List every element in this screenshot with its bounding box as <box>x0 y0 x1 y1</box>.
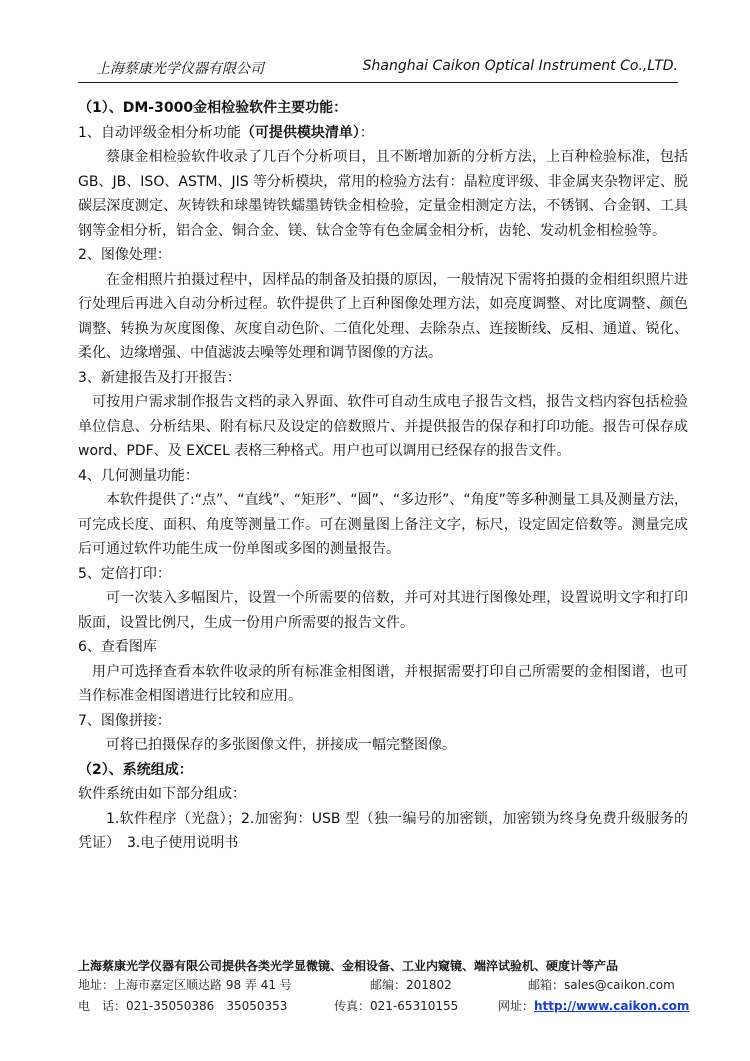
section1-title: （1）、DM-3000金相检验软件主要功能： <box>78 100 348 116</box>
item5-heading: 5、定倍打印： <box>78 565 171 582</box>
footer-contact-row-2 <box>78 997 688 1015</box>
footer-website-link[interactable]: http://www.caikon.com <box>534 999 690 1013</box>
item1-heading <box>78 121 688 146</box>
item1-heading-colon: ： <box>359 124 374 141</box>
item4-body: 本软件提供了:“点”、“直线”、“矩形”、“圆”、“多边形”、“角度”等多种测量工具及测量方法，可完成长度、面积、角度等测量工作。可在测量图上备注文字，标尺，设定固定倍数等。测量完成后可通过软件功能生成一份单图或多图的测量报告。 <box>78 492 688 557</box>
document-body <box>78 96 688 856</box>
footer-website-label: 网址： <box>498 999 535 1013</box>
footer-phone: 电 话：021-35050386 35050353 <box>78 999 288 1013</box>
item3-body: 可按用户需求制作报告文档的录入界面、软件可自动生成电子报告文档，报告文档内容包括检验单位信息、分析结果、附有标尺及设定的倍数照片、并提供报告的保存和打印功能。报告可保存成 word、PDF、及 EXCEL 表格三种格式。用户也可以调用已经保存的报告文件。 <box>78 394 688 459</box>
header-company-cn: 上海蔡康光学仪器有限公司 <box>96 61 264 77</box>
item6-body: 用户可选择查看本软件收录的所有标准金相图谱，并根据需要打印自己所需要的金相图谱，也可当作标准金相图谱进行比较和应用。 <box>78 663 688 704</box>
item3-heading: 3、新建报告及打开报告： <box>78 369 241 386</box>
item5-body: 可一次装入多幅图片，设置一个所需要的倍数，并可对其进行图像处理，设置说明文字和打印版面，设置比例尺，生成一份用户所需要的报告文件。 <box>78 590 688 631</box>
header-divider <box>78 82 678 83</box>
footer-address: 地址：上海市嘉定区顺达路 98 弄 41 号 <box>78 978 292 992</box>
item1-heading-note: （可提供模块清单） <box>240 124 360 141</box>
footer-website-wrap <box>498 997 689 1014</box>
item2-heading: 2、图像处理： <box>78 247 171 263</box>
item6-heading: 6、查看图库 <box>78 639 157 655</box>
item7-heading: 7、图像拼接： <box>78 712 171 729</box>
item1-heading-text: 1、自动评级金相分析功能 <box>78 124 241 141</box>
item7-body: 可将已拍摄保存的多张图像文件，拼接成一幅完整图像。 <box>106 737 456 753</box>
section2-title: （2）、系统组成： <box>78 761 193 778</box>
footer-contact-row-1 <box>78 976 688 994</box>
section2-body: 1.软件程序（光盘）；2.加密狗：USB 型（独一编号的加密锁，加密锁为终身免费升级服务的凭证） 3.电子使用说明书 <box>78 810 688 851</box>
item2-body: 在金相照片拍摄过程中，因样品的制备及拍摄的原因，一般情况下需将拍摄的金相组织照片进行处理后再进入自动分析过程。软件提供了上百种图像处理方法，如亮度调整、对比度调整、颜色调整、转换为灰度图像、灰度自动色阶、二值化处理、去除杂点、连接断线、反相、通道、锐化、柔化、边缘增强、中值滤波去噪等处理和调节图像的方法。 <box>78 271 688 361</box>
section2-intro: 软件系统由如下部分组成： <box>78 786 246 802</box>
footer-email: 邮箱：sales@caikon.com <box>528 978 675 992</box>
item4-heading: 4、几何测量功能： <box>78 467 199 484</box>
header-company-en: Shanghai Caikon Optical Instrument Co.,LTD. <box>362 58 678 74</box>
footer-tagline: 上海蔡康光学仪器有限公司提供各类光学显微镜、金相设备、工业内窥镜、端淬试验机、硬度计等产品 <box>78 957 688 975</box>
footer-postcode: 邮编：201802 <box>370 978 452 992</box>
item1-body: 蔡康金相检验软件收录了几百个分析项目，且不断增加新的分析方法，上百种检验标准，包括 GB、JB、ISO、ASTM、JIS 等分析模块，常用的检验方法有：晶粒度评级、非金属夹杂物评定、脱碳层深度测定、灰铸铁和球墨铸铁蠕墨铸铁金相检验，定量金相测定方法，不锈钢、合金钢、工具钢等金相分析，铝合金、铜合金、镁、钛合金等有色金属金相分析，齿轮、发动机金相检验等。 <box>78 149 688 239</box>
footer-fax: 传真：021-65310155 <box>334 999 459 1013</box>
